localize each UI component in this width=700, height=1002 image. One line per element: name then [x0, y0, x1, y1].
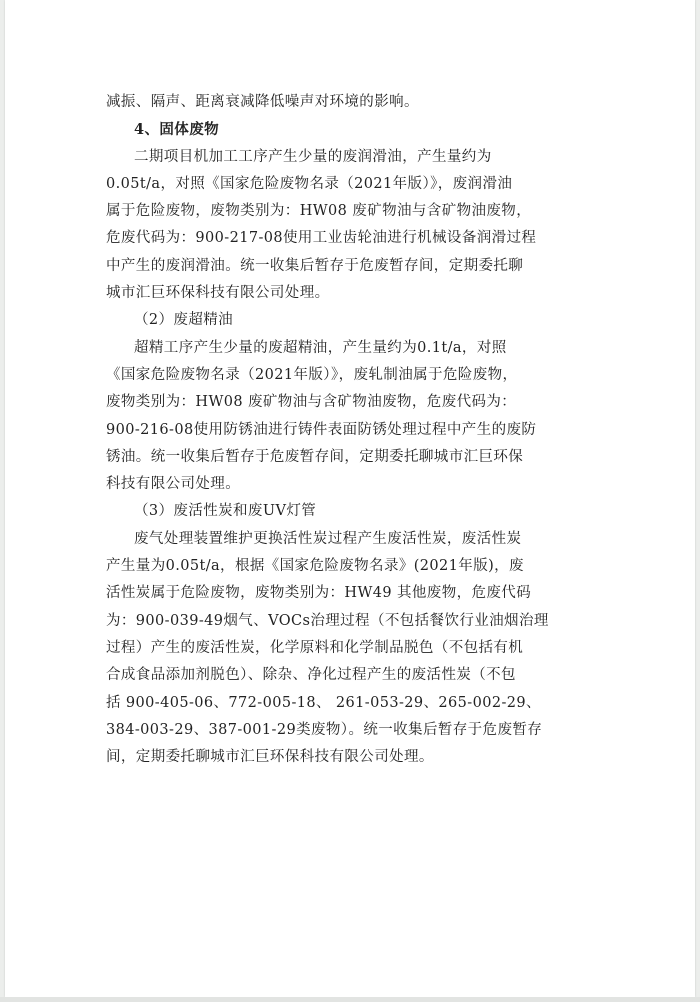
- paragraph-line: 危废代码为：900-217-08使用工业齿轮油进行机械设备润滑过程: [106, 230, 537, 247]
- paragraph-line: 活性炭属于危险废物，废物类别为：HW49 其他废物，危废代码: [106, 585, 532, 602]
- paragraph-line: 废气处理装置维护更换活性炭过程产生废活性炭，废活性炭: [134, 530, 522, 547]
- paragraph-waste-lubricant: [106, 144, 606, 308]
- document-page: [5, 0, 695, 997]
- paragraph-line: 384-003-29、387-001-29类废物）。统一收集后暂存于危废暂存: [106, 721, 543, 738]
- paragraph-line: 中产生的废润滑油。统一收集后暂存于危废暂存间，定期委托聊: [106, 257, 524, 274]
- paragraph-line: 产生量为0.05t/a，根据《国家危险废物名录》(2021年版)，废: [106, 558, 524, 575]
- paragraph-activated-carbon: [106, 526, 606, 772]
- paragraph-line: 括 900-405-06、772-005-18、 261-053-29、265-002-29、: [106, 694, 541, 711]
- paragraph-line: 为：900-039-49烟气、VOCs治理过程（不包括餐饮行业油烟治理: [106, 612, 549, 629]
- paragraph-line: 0.05t/a，对照《国家危险废物名录（2021年版）》，废润滑油: [106, 175, 513, 192]
- paragraph-line: 科技有限公司处理。: [106, 476, 241, 493]
- paragraph-line: 《国家危险废物名录（2021年版）》，废轧制油属于危险废物，: [106, 366, 518, 383]
- paragraph-line: 废物类别为：HW08 废矿物油与含矿物油废物，危废代码为：: [106, 394, 517, 411]
- paragraph-line: 间，定期委托聊城市汇巨环保科技有限公司处理。: [106, 749, 434, 766]
- paragraph-line: 合成食品添加剂脱色）、除杂、净化过程产生的废活性炭（不包: [106, 667, 516, 684]
- document-body: [106, 89, 606, 771]
- paragraph-line: 过程）产生的废活性炭，化学原料和化学制品脱色（不包括有机: [106, 639, 524, 656]
- paragraph-line: 城市汇巨环保科技有限公司处理。: [106, 285, 330, 302]
- paragraph-line: 减振、隔声、距离衰减降低噪声对环境的影响。: [106, 94, 419, 110]
- paragraph-line: 900-216-08使用防锈油进行铸件表面防锈处理过程中产生的废防: [106, 421, 537, 438]
- paragraph-line: 锈油。统一收集后暂存于危废暂存间，定期委托聊城市汇巨环保: [106, 448, 524, 465]
- section-heading: 4、固体废物: [134, 121, 219, 139]
- paragraph-line: 二期项目机加工工序产生少量的废润滑油，产生量约为: [134, 148, 492, 165]
- page-bottom-edge: [0, 997, 700, 1002]
- paragraph-line: 属于危险废物，废物类别为：HW08 废矿物油与含矿物油废物，: [106, 203, 532, 220]
- subheading-superfinishing-oil: （2）废超精油: [134, 312, 234, 329]
- subheading-activated-carbon: （3）废活性炭和废UV灯管: [134, 503, 317, 520]
- paragraph-superfinishing-oil: [106, 335, 606, 499]
- paragraph-line: 超精工序产生少量的废超精油，产生量约为0.1t/a，对照: [134, 339, 507, 356]
